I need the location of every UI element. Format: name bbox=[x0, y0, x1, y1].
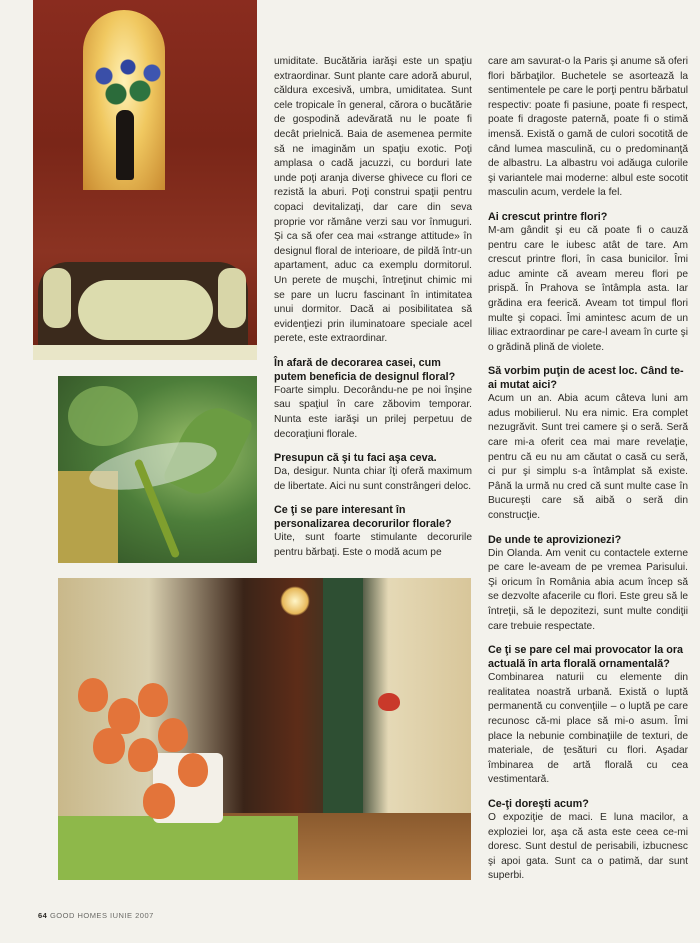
sofa-cushion bbox=[78, 280, 213, 340]
green-door bbox=[323, 578, 363, 818]
answer: M-am gândit şi eu că poate fi o cauză pentru care le iubesc atât de tare. Am crescut printre flori, în casa bunicilor. Îmi aduc aminte că aveam mereu flori pe prispă. În Prahova se întâmpla asta. Iar grădina era feerică. Aveam tot timpul flori multe şi copaci. Îmi amintesc acum de un liliac extraordinar pe care-l aveam în curte şi o grădină plină de violete. bbox=[488, 224, 688, 353]
text-column-1 bbox=[274, 55, 472, 561]
sofa-arm-left bbox=[43, 268, 71, 328]
photo-tulips-interior bbox=[58, 578, 471, 880]
question-heading: Ce ţi se pare cel mai provocator la ora actuală în arta florală ornamentală? bbox=[488, 644, 684, 671]
ceiling-lamp bbox=[280, 586, 310, 616]
tulip bbox=[158, 718, 188, 752]
question-heading: Ai crescut printre flori? bbox=[488, 210, 608, 223]
tulip bbox=[143, 783, 175, 819]
answer: Uite, sunt foarte stimulante decorurile pentru bărbaţi. Este o modă acum pe bbox=[274, 532, 472, 559]
red-flowers bbox=[378, 693, 400, 711]
dark-vase bbox=[116, 110, 134, 180]
tulip bbox=[138, 683, 168, 717]
tulip bbox=[93, 728, 125, 764]
answer: Combinarea naturii cu elemente din realitatea noastră urbană. Există o luptă permanentă cu convenţiile – o luptă pe care recunosc că-mi place să mi-o asum. Îmi place la nebunie combinaţiile de texturi, de materiale, de ţesături cu flori. Aşadar îmbinarea de artă florală cu cea vestimentară. bbox=[488, 672, 688, 786]
publication-name: GOOD HOMES IUNIE 2007 bbox=[49, 911, 154, 920]
answer: Da, desigur. Nunta chiar îţi oferă maximum de libertate. Aici nu sunt constrângeri deloc. bbox=[274, 466, 472, 492]
answer: Din Olanda. Am venit cu contactele externe pe care le-aveam de pe vremea Parisului. Şi oricum în România abia acum încep să se dezvolte afacerile cu flori. Este greu să le întreţii, să le depozitezi, sunt multe condiţii care trebuie respectate. bbox=[488, 547, 688, 632]
sofa-arm-right bbox=[218, 268, 246, 328]
question-heading: De unde te aprovizionezi? bbox=[488, 533, 622, 546]
photo-dragonfly-plants bbox=[58, 376, 257, 563]
leaf bbox=[68, 386, 138, 446]
answer: Foarte simplu. Decorându-ne pe noi înşine sau spaţiul în care zăbovim temporar. Nunta este iarăşi un prilej perpetuu de decoraţiuni florale. bbox=[274, 384, 472, 440]
tulip bbox=[128, 738, 158, 772]
page-footer bbox=[38, 911, 154, 920]
page-number: 64 bbox=[38, 911, 48, 920]
photo-red-wall-sofa bbox=[33, 0, 257, 360]
question-heading: Ce ţi se pare interesant în personalizarea decorurilor florale? bbox=[274, 504, 452, 531]
answer: O expoziţie de maci. E luna macilor, a exploziei lor, aşa că asta este ceea ce-mi doresc. Sunt destul de perisabili, izbucnesc şi apoi gata. Sunt ca o patimă, dar sunt superbi. bbox=[488, 811, 688, 882]
sofa-seat bbox=[33, 345, 257, 360]
paragraph: umiditate. Bucătăria iarăşi este un spaţiu extraordinar. Sunt plante care adoră aburul, căldura excesivă, umbra, umiditatea. Sunt cele tropicale în general, cărora o bucătărie de gospodină adevărată nu le poate fi decât prielnică. Baia de asemenea permite să ne imaginăm un spaţiu exotic. Poţi amplasa o cadă jacuzzi, cu borduri late unde poţi aranja diverse ghivece cu flori ce rezistă la aburi. Poţi construi spaţii pentru copaci devitalizaţi, dar care din seva proprie vor rămâne verzi sau vor înmuguri. Şi ca să ofer cea mai «strange attitude» în designul floral de interioare, de pildă într-un apartament, aduc ca exemplu dormitorul. Un perete de muşchi, întreţinut chimic mi se pare un lucru fascinant în intimitatea unui dormitor. Dacă ai posibilitatea să evidenţiezi prin iluminatoare speciale acel perete, este extraordinar. bbox=[274, 56, 472, 345]
question-heading: Presupun că şi tu faci aşa ceva. bbox=[274, 452, 437, 465]
tulip bbox=[78, 678, 108, 712]
question-heading: Ce-ţi doreşti acum? bbox=[488, 797, 589, 810]
text-column-2 bbox=[488, 55, 688, 884]
question-heading: În afară de decorarea casei, cum putem beneficia de designul floral? bbox=[274, 356, 456, 383]
green-table bbox=[58, 816, 298, 880]
tulip bbox=[178, 753, 208, 787]
paragraph: care am savurat-o la Paris şi anume să oferi flori bărbaţilor. Buchetele se asortează la sentimentele pe care le porţi pentru bărbatul respectiv: poate fi pasiune, poate fi respect, poate fi dragoste paternă, poate fi o stimă imensă. Există o gamă de culori socotită de când lumea masculină, cu o predominanţă de albastru. La albastru voi adăuga culorile şi variantele mai moderne: albul este socotit masculin acum, verdele la fel. bbox=[488, 56, 688, 199]
blue-flowers bbox=[88, 58, 168, 118]
answer: Acum un an. Abia acum câteva luni am adus mobilierul. Nu era nimic. Era complet nezugrăvit. Sunt trei camere şi o seră. Seră care mi-a oferit cea mai mare revelaţie, pentru că eu nu am căutat o casă cu seră, ci pur şi simplu s-a întâmplat să existe. Până la urmă nu cred că sunt multe case în Bucureşti care să aibă o seră din construcţie. bbox=[488, 393, 688, 522]
question-heading: Să vorbim puţin de acest loc. Când te-ai mutat aici? bbox=[488, 365, 684, 392]
